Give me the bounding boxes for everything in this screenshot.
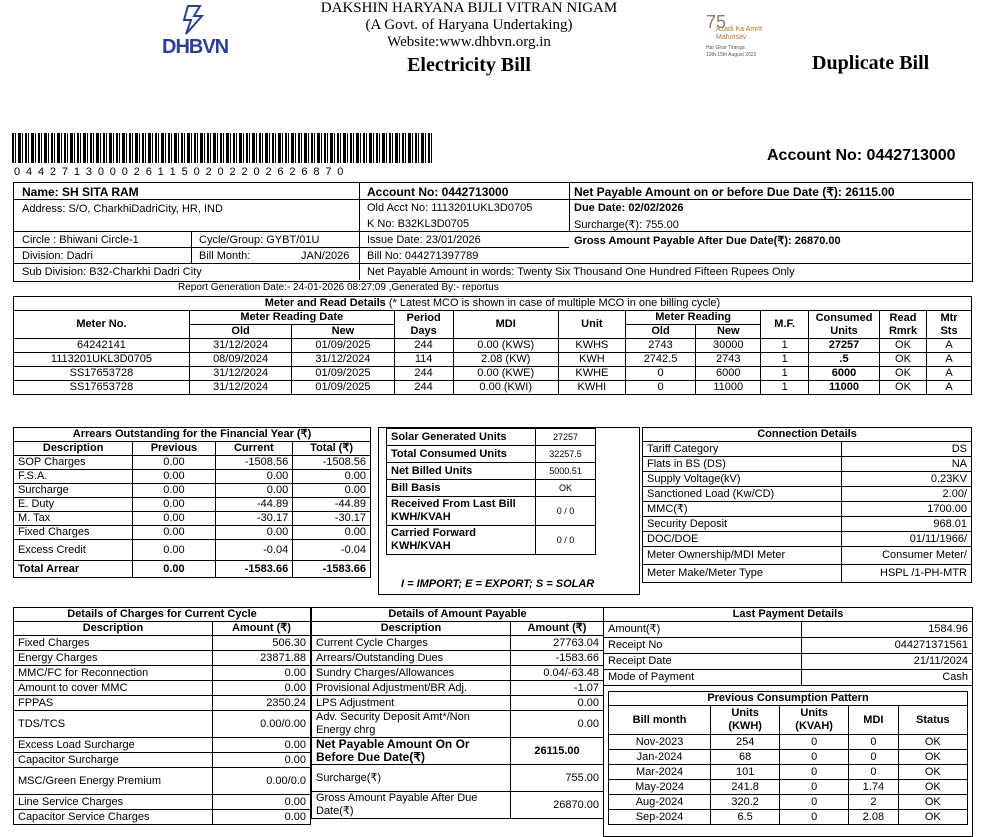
payable-amount: 0.00: [511, 711, 604, 738]
meter-cell: 0: [625, 367, 695, 381]
meter-cell: 30000: [696, 339, 761, 353]
meter-cell: OK: [880, 353, 927, 367]
barcode: [12, 133, 434, 163]
charge-amount: 506.30: [213, 636, 311, 651]
current-charges-table: Details of Charges for Current Cycle Description Amount (₹) Fixed Charges 506.30 Energy Charges 23871.88 MMC/FC for Reconnection 0.00 Amount to cover MMC 0.00 FPPAS 2350.24 TDS/TCS 0.00/0.00 Excess Load Surcharge 0.00 Capacitor Surcharge 0.00 MSC/Green Energy Premium 0.00/0.0 Line Service Charges 0.00 Capacitor Service Charges 0.00: [13, 607, 311, 825]
meter-cell: 6000: [809, 367, 880, 381]
consumption-cell: 254: [711, 735, 780, 750]
solar-row: [387, 480, 596, 497]
bill-month-label: Bill Month:: [199, 250, 251, 262]
meter-cell: 11000: [809, 381, 880, 395]
arrear-previous: 0.00: [133, 540, 215, 561]
last-payment-row: [604, 638, 973, 654]
customer-info-box: [13, 182, 973, 282]
charge-row: [14, 711, 311, 738]
arrear-description: M. Tax: [14, 512, 133, 526]
solar-value: 0 / 0: [536, 526, 596, 555]
meter-cell: 1: [761, 381, 809, 395]
connection-row: [643, 547, 972, 565]
connection-row: [643, 487, 972, 502]
payable-row: [312, 738, 604, 765]
charge-description: FPPAS: [14, 696, 213, 711]
azadi-date: 13th-15th August 2022: [706, 52, 757, 58]
last-payment-row: [604, 622, 973, 638]
meter-cell: KWHI: [558, 381, 625, 395]
meter-cell: 31/12/2024: [292, 353, 394, 367]
charge-description: Excess Load Surcharge: [14, 738, 213, 753]
connection-value: 0.23KV: [842, 472, 972, 487]
arrear-row: [14, 512, 371, 526]
customer-address: Address: S/O, CharkhiDadriCity, HR, IND: [22, 203, 223, 215]
consumption-cell: Sep-2024: [609, 810, 711, 825]
charge-row: [14, 666, 311, 681]
payable-amount: -1583.66: [511, 651, 604, 666]
charge-row: [14, 753, 311, 768]
arrear-total: 0.00: [293, 484, 371, 498]
connection-label: Meter Make/Meter Type: [643, 565, 842, 583]
consumption-cell: Mar-2024: [609, 765, 711, 780]
arrear-previous: 0.00: [133, 456, 215, 470]
connection-label: Flats in BS (DS): [643, 457, 842, 472]
connection-value: DS: [842, 442, 972, 457]
amount-payable-table: Details of Amount Payable Description Amount (₹) Current Cycle Charges 27763.04 Arrears/Outstanding Dues -1583.66 Sundry Charges/Allowances 0.04/-63.48 Provisional Adjustment/BR Adj. -1.07 LPS Adjustment 0.00 Adv. Security Deposit Amt*/Non Energy chrg 0.00 Net Payable Amount On Or Before Due Date(₹) 26115.00 Surcharge(₹) 755.00 Gross Amount Payable After Due Date(₹) 26870.00: [311, 607, 604, 819]
meter-cell: A: [927, 367, 972, 381]
solar-row: [387, 463, 596, 480]
solar-row: [387, 429, 596, 446]
payable-amount: 0.04/-63.48: [511, 666, 604, 681]
consumption-row: [609, 795, 968, 810]
arrear-description: SOP Charges: [14, 456, 133, 470]
k-no: K No: B32KL3D0705: [367, 218, 470, 230]
consumption-cell: 0: [849, 765, 898, 780]
connection-row: [643, 532, 972, 547]
charge-row: [14, 810, 311, 825]
meter-cell: 31/12/2024: [189, 381, 291, 395]
charge-description: Capacitor Service Charges: [14, 810, 213, 825]
consumption-row: [609, 750, 968, 765]
meter-cell: 1: [761, 339, 809, 353]
last-payment-row: [604, 670, 973, 686]
solar-label: Received From Last Bill KWH/KVAH: [387, 497, 536, 526]
charge-description: Line Service Charges: [14, 795, 213, 810]
logo-text: DHBVN: [162, 36, 229, 58]
solar-row: [387, 497, 596, 526]
consumption-cell: 1.74: [849, 780, 898, 795]
meter-cell: 244: [394, 339, 453, 353]
payable-amount: -1.07: [511, 681, 604, 696]
connection-label: Sanctioned Load (Kw/CD): [643, 487, 842, 502]
azadi-logo: [706, 12, 776, 64]
net-payable: Net Payable Amount on or before Due Date (₹): 26115.00: [574, 185, 895, 199]
consumption-cell: 241.8: [711, 780, 780, 795]
total-arrear-row: Total Arrear 0.00 -1583.66 -1583.66: [14, 561, 371, 578]
meter-cell: 114: [394, 353, 453, 367]
arrear-previous: 0.00: [133, 484, 215, 498]
meter-row: [14, 339, 972, 353]
meter-cell: A: [927, 353, 972, 367]
meter-cell: 27257: [809, 339, 880, 353]
meter-cell: 244: [394, 367, 453, 381]
payable-description: Current Cycle Charges: [312, 636, 511, 651]
arrear-current: 0.00: [215, 470, 293, 484]
payable-description: Gross Amount Payable After Due Date(₹): [312, 792, 511, 819]
arrear-previous: 0.00: [133, 498, 215, 512]
payable-row: [312, 696, 604, 711]
connection-label: Supply Voltage(kV): [643, 472, 842, 487]
bill-month: JAN/2026: [301, 250, 350, 262]
payable-row: [312, 636, 604, 651]
charge-amount: 2350.24: [213, 696, 311, 711]
solar-box: [378, 427, 640, 595]
meter-cell: 01/09/2025: [292, 339, 394, 353]
consumption-cell: 0: [780, 750, 849, 765]
charge-amount: 0.00: [213, 738, 311, 753]
solar-value: OK: [536, 480, 596, 497]
consumption-row: [609, 765, 968, 780]
charge-description: MMC/FC for Reconnection: [14, 666, 213, 681]
arrear-current: 0.00: [215, 526, 293, 540]
meter-cell: OK: [880, 339, 927, 353]
payable-row: [312, 711, 604, 738]
connection-value: 01/11/1966/: [842, 532, 972, 547]
arrears-table: Arrears Outstanding for the Financial Year (₹) Description Previous Current Total (₹) SOP Charges 0.00 -1508.56 -1508.56 F.S.A. 0.00 0.00 0.00 Surcharge 0.00 0.00 0.00 E. Duty 0.00 -44.89 -44.89 M. Tax 0.00 -30.17 -30.17 Fixed Charges 0.00 0.00 0.00 Excess Credit 0.00 -0.04 -0.04 Total Arrear 0.00 -1583.66 -1583.66: [13, 427, 371, 578]
connection-row: [643, 517, 972, 532]
last-payment-box: [603, 607, 973, 837]
consumption-cell: Jan-2024: [609, 750, 711, 765]
connection-details-table: Connection Details Tariff Category DS Flats in BS (DS) NA Supply Voltage(kV) 0.23KV Sanctioned Load (Kw/CD) 2.00/ MMC(₹) 1700.00 Security Deposit 968.01 DOC/DOE 01/11/1966/ Meter Ownership/MDI Meter Consumer Meter/ Meter Make/Meter Type HSPL /1-PH-MTR: [642, 427, 972, 583]
payable-description: Adv. Security Deposit Amt*/Non Energy chrg: [312, 711, 511, 738]
charge-description: Amount to cover MMC: [14, 681, 213, 696]
meter-cell: OK: [880, 367, 927, 381]
arrear-total: -1508.56: [293, 456, 371, 470]
charge-amount: 0.00: [213, 681, 311, 696]
solar-row: [387, 526, 596, 555]
meter-cell: 1: [761, 353, 809, 367]
arrear-description: F.S.A.: [14, 470, 133, 484]
payable-description: Surcharge(₹): [312, 765, 511, 792]
consumption-cell: OK: [898, 735, 967, 750]
payable-amount: 26115.00: [511, 738, 604, 765]
consumption-cell: 2: [849, 795, 898, 810]
consumption-pattern-table: Previous Consumption Pattern Bill month Units (KWH) Units (KVAH) MDI Status Nov-2023 254 0 0 OK Jan-2024 68 0 0 OK Mar-2024 101 0 0 OK May-2024 241.8 0 1.74 OK Aug-2024 320.2 0 2 OK Sep-2024 6.5 0 2.08 OK: [608, 691, 968, 825]
solar-value: 27257: [536, 429, 596, 446]
charge-amount: 0.00: [213, 795, 311, 810]
charge-description: MSC/Green Energy Premium: [14, 768, 213, 795]
dhbvn-logo: [160, 2, 232, 60]
arrear-row: [14, 498, 371, 512]
meter-cell: KWHS: [558, 339, 625, 353]
arrear-current: -44.89: [215, 498, 293, 512]
meter-cell: 01/09/2025: [292, 381, 394, 395]
last-payment-table: Last Payment Details Amount(₹) 1584.96 Receipt No 044271371561 Receipt Date 21/11/2024 Mode of Payment Cash: [603, 607, 973, 686]
arrear-current: 0.00: [215, 484, 293, 498]
arrear-previous: 0.00: [133, 470, 215, 484]
consumption-cell: May-2024: [609, 780, 711, 795]
charge-amount: 0.00: [213, 666, 311, 681]
gross-amount: Gross Amount Payable After Due Date(₹): 26870.00: [574, 235, 841, 247]
arrear-total: -44.89: [293, 498, 371, 512]
arrear-total: -30.17: [293, 512, 371, 526]
consumption-cell: 320.2: [711, 795, 780, 810]
charge-amount: 0.00: [213, 753, 311, 768]
arrear-current: -0.04: [215, 540, 293, 561]
last-payment-value: 21/11/2024: [801, 654, 972, 670]
azadi-sub: Har Ghar Tiranga: [706, 45, 745, 51]
payable-description: LPS Adjustment: [312, 696, 511, 711]
connection-row: [643, 502, 972, 517]
circle: Circle : Bhiwani Circle-1: [22, 234, 139, 246]
connection-label: Security Deposit: [643, 517, 842, 532]
meter-cell: SS17653728: [14, 381, 190, 395]
arrear-total: 0.00: [293, 526, 371, 540]
charge-description: TDS/TCS: [14, 711, 213, 738]
consumption-cell: 0: [780, 765, 849, 780]
bill-title: Electricity Bill: [407, 54, 531, 76]
payable-row: [312, 666, 604, 681]
account-number-large: Account No: 0442713000: [767, 147, 956, 164]
connection-value: Consumer Meter/: [842, 547, 972, 565]
meter-cell: 0: [625, 381, 695, 395]
last-payment-row: [604, 654, 973, 670]
meter-cell: 0.00 (KWI): [453, 381, 558, 395]
meter-read-table: Meter and Read Details (* Latest MCO is shown in case of multiple MCO in one billing cycle) Meter No. Meter Reading Date Period Days MDI Unit Meter Reading M.F. Consumed Units Read Rmrk Mtr Sts Old New Old New 64242141 31/12/2024 01/09/2025 244 0.00 (KWS) KWHS 2743 30000 1 27257 OK A 1113201UKL3D0705 08/09/2024 31/12/2024 114 2.08 (KW) KWH 2742.5 2743 1 .5 OK A SS17653728 31/12/2024 01/09/2025 244 0.00 (KWE) KWHE 0 6000 1 6000 OK A SS17653728 31/12/2024 01/09/2025 244 0.00 (KWI) KWHI 0 11000 1 11000 OK A: [13, 296, 972, 395]
consumption-cell: 6.5: [711, 810, 780, 825]
connection-label: Tariff Category: [643, 442, 842, 457]
arrear-row: [14, 456, 371, 470]
last-payment-label: Receipt No: [604, 638, 802, 654]
connection-label: MMC(₹): [643, 502, 842, 517]
last-payment-value: Cash: [801, 670, 972, 686]
consumption-cell: 0: [780, 735, 849, 750]
meter-cell: 2743: [696, 353, 761, 367]
charge-row: [14, 768, 311, 795]
consumption-cell: 68: [711, 750, 780, 765]
payable-amount: 27763.04: [511, 636, 604, 651]
arrear-total: 0.00: [293, 470, 371, 484]
meter-cell: 2742.5: [625, 353, 695, 367]
account-no: Account No: 0442713000: [367, 185, 509, 199]
solar-table: [386, 428, 596, 555]
charge-row: [14, 681, 311, 696]
charge-amount: 0.00: [213, 810, 311, 825]
company-name: DAKSHIN HARYANA BIJLI VITRAN NIGAM: [320, 0, 618, 16]
last-payment-label: Mode of Payment: [604, 670, 802, 686]
meter-cell: 01/09/2025: [292, 367, 394, 381]
charge-row: [14, 651, 311, 666]
meter-cell: SS17653728: [14, 367, 190, 381]
charge-amount: 23871.88: [213, 651, 311, 666]
consumption-cell: Nov-2023: [609, 735, 711, 750]
meter-cell: 6000: [696, 367, 761, 381]
amount-in-words: Net Payable Amount in words: Twenty Six Thousand One Hundred Fifteen Rupees Only: [367, 266, 795, 278]
customer-name: Name: SH SITA RAM: [22, 185, 139, 199]
connection-row: [643, 472, 972, 487]
charge-row: [14, 636, 311, 651]
payable-description: Arrears/Outstanding Dues: [312, 651, 511, 666]
connection-value: HSPL /1-PH-MTR: [842, 565, 972, 583]
arrear-total: -0.04: [293, 540, 371, 561]
charge-row: [14, 795, 311, 810]
company-website: Website:www.dhbvn.org.in: [387, 34, 551, 50]
solar-label: Solar Generated Units: [387, 429, 536, 446]
consumption-row: [609, 810, 968, 825]
meter-cell: 11000: [696, 381, 761, 395]
consumption-cell: 101: [711, 765, 780, 780]
report-generation-line: Report Generation Date:- 24-01-2026 08:27:09 ,Generated By:- reportus: [178, 282, 499, 293]
consumption-cell: 0: [780, 795, 849, 810]
consumption-cell: 0: [849, 750, 898, 765]
consumption-cell: 0: [780, 780, 849, 795]
solar-row: [387, 446, 596, 463]
arrear-description: Fixed Charges: [14, 526, 133, 540]
meter-cell: 64242141: [14, 339, 190, 353]
connection-label: DOC/DOE: [643, 532, 842, 547]
payable-amount: 26870.00: [511, 792, 604, 819]
meter-cell: A: [927, 381, 972, 395]
meter-cell: A: [927, 339, 972, 353]
meter-cell: 08/09/2024: [189, 353, 291, 367]
charge-description: Energy Charges: [14, 651, 213, 666]
charge-description: Fixed Charges: [14, 636, 213, 651]
payable-amount: 755.00: [511, 765, 604, 792]
payable-description: Sundry Charges/Allowances: [312, 666, 511, 681]
payable-description: Net Payable Amount On Or Before Due Date(₹): [312, 738, 511, 765]
cycle-group: Cycle/Group: GYBT/01U: [199, 234, 320, 246]
payable-row: [312, 765, 604, 792]
arrear-description: Surcharge: [14, 484, 133, 498]
meter-cell: KWHE: [558, 367, 625, 381]
meter-cell: OK: [880, 381, 927, 395]
solar-value: 0 / 0: [536, 497, 596, 526]
azadi-75: 75: [706, 12, 727, 32]
bill-no: Bill No: 044271397789: [367, 250, 479, 262]
arrear-row: [14, 470, 371, 484]
solar-label: Net Billed Units: [387, 463, 536, 480]
connection-row: [643, 565, 972, 583]
barcode-digits: 0 4 4 2 7 1 3 0 0 0 2 6 1 1 5 0 2 0 2 2 0 2 6 2 6 8 7 0: [14, 166, 345, 178]
meter-cell: 2743: [625, 339, 695, 353]
arrear-row: [14, 526, 371, 540]
surcharge: Surcharge(₹): 755.00: [574, 219, 679, 231]
connection-row: [643, 457, 972, 472]
connection-label: Meter Ownership/MDI Meter: [643, 547, 842, 565]
consumption-cell: 2.08: [849, 810, 898, 825]
meter-cell: .5: [809, 353, 880, 367]
charge-amount: 0.00/0.0: [213, 768, 311, 795]
last-payment-value: 044271371561: [801, 638, 972, 654]
company-sub: (A Govt. of Haryana Undertaking): [365, 17, 573, 33]
meter-cell: 1113201UKL3D0705: [14, 353, 190, 367]
consumption-cell: OK: [898, 795, 967, 810]
solar-label: Bill Basis: [387, 480, 536, 497]
solar-value: 32257.5: [536, 446, 596, 463]
consumption-cell: OK: [898, 750, 967, 765]
solar-label: Carried Forward KWH/KVAH: [387, 526, 536, 555]
last-payment-value: 1584.96: [801, 622, 972, 638]
meter-cell: 2.08 (KW): [453, 353, 558, 367]
meter-cell: 1: [761, 367, 809, 381]
solar-legend: I = IMPORT; E = EXPORT; S = SOLAR: [401, 578, 595, 590]
connection-value: 2.00/: [842, 487, 972, 502]
last-payment-label: Amount(₹): [604, 622, 802, 638]
meter-row: [14, 353, 972, 367]
arrear-description: E. Duty: [14, 498, 133, 512]
arrear-previous: 0.00: [133, 512, 215, 526]
consumption-cell: 0: [849, 735, 898, 750]
connection-value: 968.01: [842, 517, 972, 532]
meter-cell: 244: [394, 381, 453, 395]
solar-label: Total Consumed Units: [387, 446, 536, 463]
charge-row: [14, 738, 311, 753]
division: Division: Dadri: [22, 250, 93, 262]
old-account-no: Old Acct No: 1113201UKL3D0705: [367, 202, 533, 214]
connection-row: [643, 442, 972, 457]
charge-row: [14, 696, 311, 711]
arrear-current: -1508.56: [215, 456, 293, 470]
arrear-row: [14, 484, 371, 498]
payable-row: [312, 681, 604, 696]
payable-row: [312, 651, 604, 666]
last-payment-label: Receipt Date: [604, 654, 802, 670]
charge-description: Capacitor Surcharge: [14, 753, 213, 768]
duplicate-bill-label: Duplicate Bill: [812, 52, 930, 74]
consumption-cell: OK: [898, 810, 967, 825]
sub-division: Sub Division: B32-Charkhi Dadri City: [22, 266, 202, 278]
solar-value: 5000.51: [536, 463, 596, 480]
meter-cell: 0.00 (KWE): [453, 367, 558, 381]
meter-cell: KWH: [558, 353, 625, 367]
arrear-description: Excess Credit: [14, 540, 133, 561]
meter-row: [14, 381, 972, 395]
consumption-row: [609, 780, 968, 795]
arrear-current: -30.17: [215, 512, 293, 526]
consumption-cell: OK: [898, 780, 967, 795]
due-date: Due Date: 02/02/2026: [574, 202, 684, 214]
azadi-text: Azadi Ka Amrit Mahotsav: [716, 26, 762, 41]
payable-amount: 0.00: [511, 696, 604, 711]
charge-amount: 0.00/0.00: [213, 711, 311, 738]
arrear-previous: 0.00: [133, 526, 215, 540]
connection-value: NA: [842, 457, 972, 472]
connection-value: 1700.00: [842, 502, 972, 517]
company-header: [290, 0, 648, 79]
meter-cell: 31/12/2024: [189, 367, 291, 381]
arrear-row: [14, 540, 371, 561]
meter-cell: 31/12/2024: [189, 339, 291, 353]
meter-row: [14, 367, 972, 381]
consumption-cell: 0: [780, 810, 849, 825]
consumption-cell: OK: [898, 765, 967, 780]
meter-table-title: Meter and Read Details (* Latest MCO is shown in case of multiple MCO in one billing cycle): [14, 297, 972, 311]
consumption-cell: Aug-2024: [609, 795, 711, 810]
meter-cell: 0.00 (KWS): [453, 339, 558, 353]
payable-description: Provisional Adjustment/BR Adj.: [312, 681, 511, 696]
issue-date: Issue Date: 23/01/2026: [367, 234, 481, 246]
payable-row: [312, 792, 604, 819]
consumption-row: [609, 735, 968, 750]
